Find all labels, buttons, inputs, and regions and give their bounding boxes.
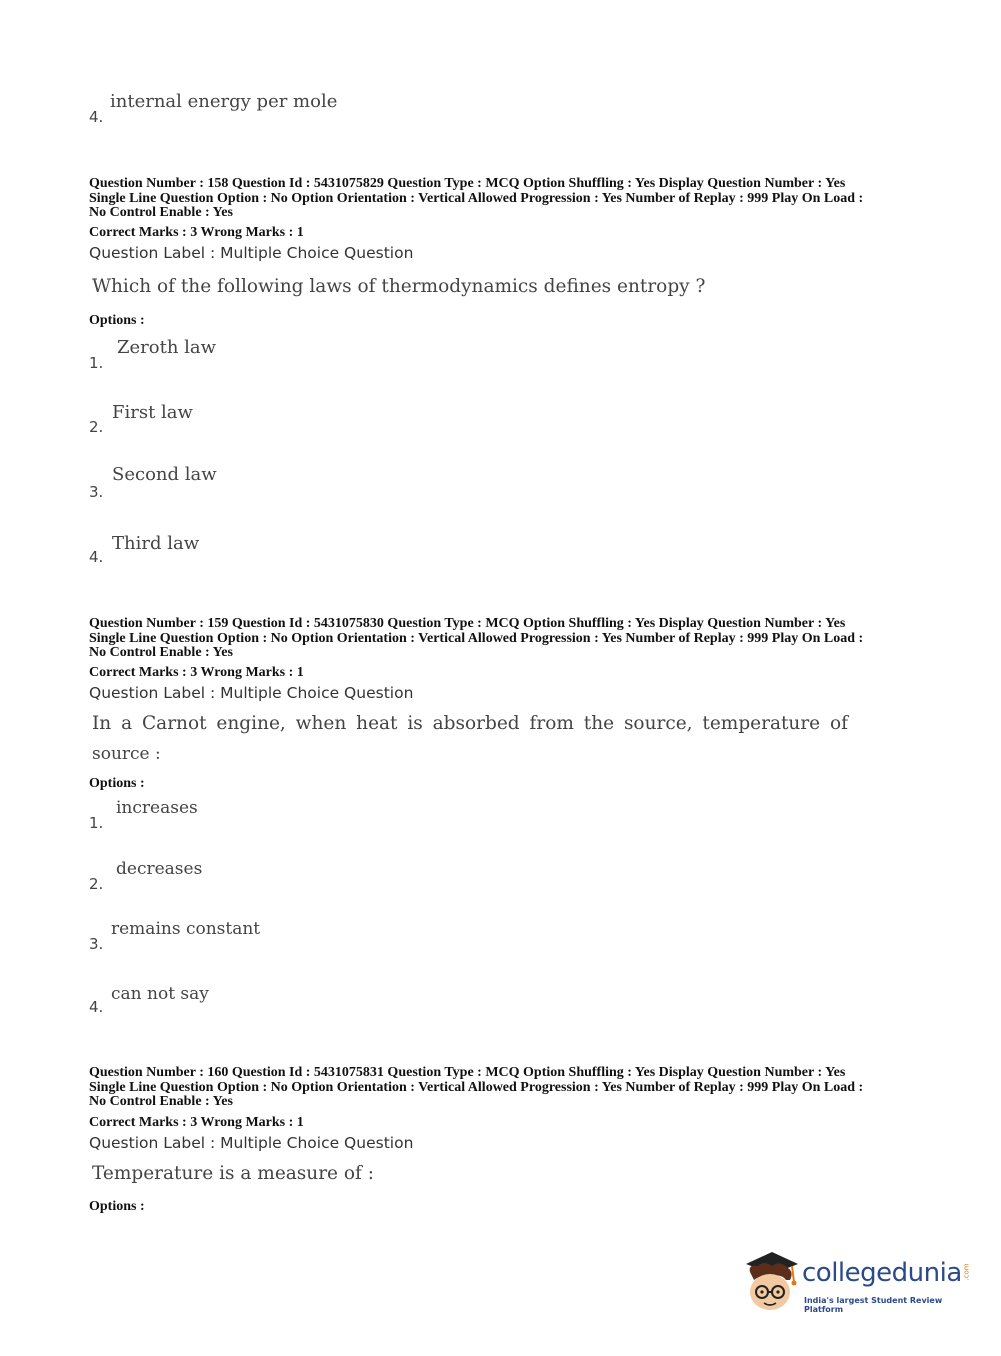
meta-line: No Control Enable : Yes [89,205,233,220]
option-number: 4. [89,108,104,126]
meta-line: Question Number : 160 Question Id : 5431075831 Question Type : MCQ Option Shuffling : Yes Display Question Number : Yes [89,1065,846,1080]
meta-line: Question Number : 159 Question Id : 5431075830 Question Type : MCQ Option Shuffling : Yes Display Question Number : Yes [89,616,846,631]
option-text: remains constant [111,919,261,939]
marks-info: Correct Marks : 3 Wrong Marks : 1 [89,225,304,240]
question-text: Temperature is a measure of : [92,1163,374,1184]
mascot-icon [742,1250,800,1318]
question-label: Question Label : Multiple Choice Question [89,1134,414,1152]
options-heading: Options : [89,776,145,791]
logo-tagline: India's largest Student Review Platform [804,1296,943,1314]
logo-wordmark: collegedunia [802,1258,962,1288]
logo-domain-suffix: .com [962,1263,971,1281]
question-text: In a Carnot engine, when heat is absorbed from the source, temperature of [92,713,848,734]
option-text: Second law [112,464,217,485]
option-number: 4. [89,998,104,1016]
question-text-continued: source : [92,744,161,764]
option-number: 3. [89,483,104,501]
option-number: 1. [89,354,104,372]
option-text: decreases [116,859,203,879]
marks-info: Correct Marks : 3 Wrong Marks : 1 [89,665,304,680]
option-text: increases [116,798,198,818]
option-text: internal energy per mole [110,91,338,112]
question-label: Question Label : Multiple Choice Question [89,684,414,702]
meta-line: No Control Enable : Yes [89,1094,233,1109]
option-number: 2. [89,418,104,436]
collegedunia-logo [742,1250,972,1320]
meta-line: Question Number : 158 Question Id : 5431075829 Question Type : MCQ Option Shuffling : Yes Display Question Number : Yes [89,176,846,191]
question-label: Question Label : Multiple Choice Question [89,244,414,262]
options-heading: Options : [89,313,145,328]
option-number: 3. [89,935,104,953]
option-number: 1. [89,814,104,832]
option-number: 2. [89,875,104,893]
marks-info: Correct Marks : 3 Wrong Marks : 1 [89,1115,304,1130]
option-text: Third law [112,533,200,554]
question-meta-158 [89,177,919,221]
option-text: First law [112,402,193,423]
meta-line: Single Line Question Option : No Option Orientation : Vertical Allowed Progression : Yes Number of Replay : 999 Play On Load : [89,190,864,206]
option-number: 4. [89,548,104,566]
option-text: can not say [111,984,209,1004]
meta-line: Single Line Question Option : No Option Orientation : Vertical Allowed Progression : Yes Number of Replay : 999 Play On Load : [89,1079,864,1095]
question-meta-160 [89,1066,919,1110]
meta-line: No Control Enable : Yes [89,645,233,660]
question-meta-159 [89,617,919,661]
question-text: Which of the following laws of thermodynamics defines entropy ? [92,276,706,297]
option-text: Zeroth law [117,337,217,358]
options-heading: Options : [89,1199,145,1214]
meta-line: Single Line Question Option : No Option Orientation : Vertical Allowed Progression : Yes Number of Replay : 999 Play On Load : [89,630,864,646]
